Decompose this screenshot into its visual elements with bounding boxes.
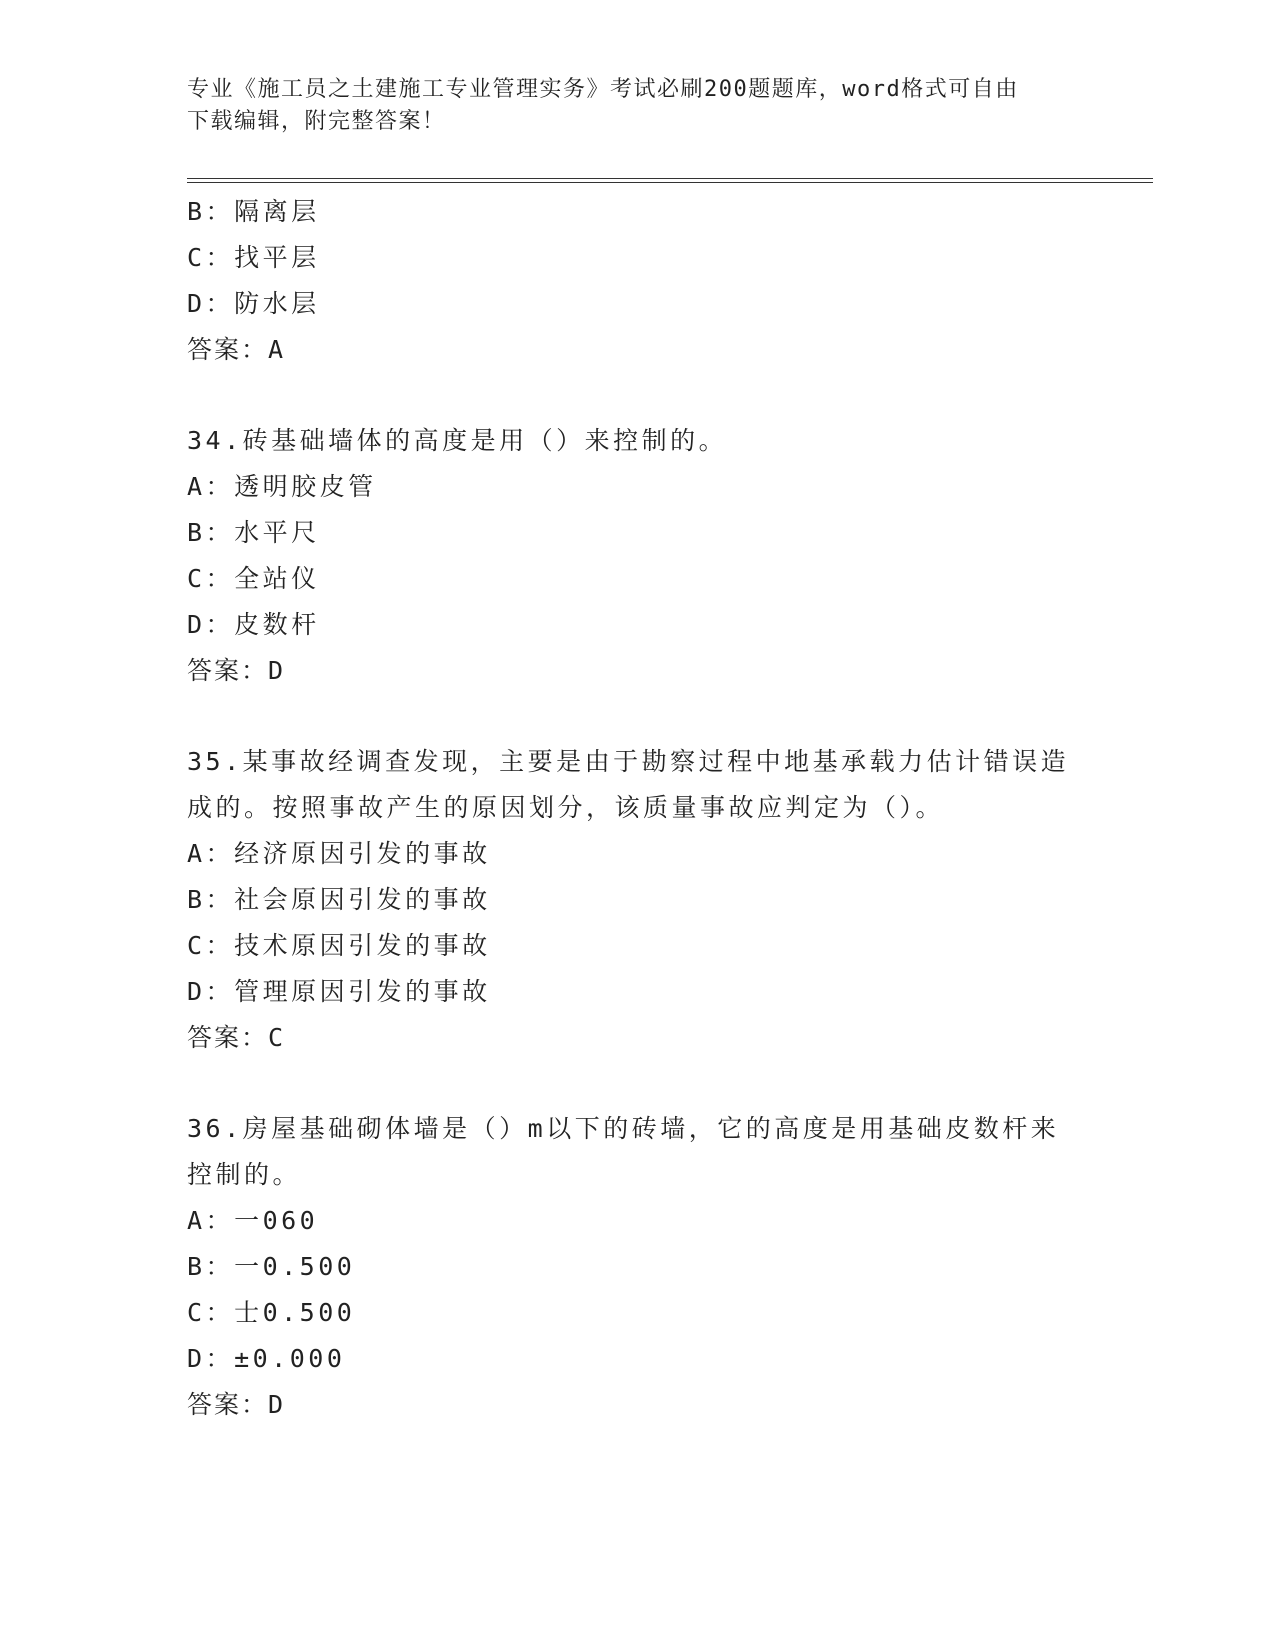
option-c: [187, 235, 1087, 281]
spacer: [187, 373, 1087, 418]
header-line-2: 下载编辑，附完整答案！: [187, 109, 446, 134]
option-d: [187, 281, 1087, 327]
option-label: D：: [187, 289, 235, 318]
answer: 答案：D: [187, 656, 286, 685]
option-text: 水平尺: [234, 518, 320, 547]
option-b: [187, 189, 1087, 235]
option-label: D：: [187, 977, 235, 1006]
option-text: 透明胶皮管: [234, 472, 377, 501]
header-divider-bottom: [187, 182, 1153, 183]
option-d: [187, 969, 1087, 1015]
question-text: 成的。按照事故产生的原因划分，该质量事故应判定为（）。: [187, 793, 945, 822]
option-label: B：: [187, 1252, 235, 1281]
option-text: ±0.000: [234, 1344, 346, 1373]
option-text: 社会原因引发的事故: [234, 885, 491, 914]
option-label: D：: [187, 610, 235, 639]
option-label: C：: [187, 243, 235, 272]
option-label: A：: [187, 1206, 235, 1235]
option-text: 防水层: [234, 289, 320, 318]
option-label: A：: [187, 472, 235, 501]
header-line-1: 专业《施工员之土建施工专业管理实务》考试必刷200题题库，word格式可自由: [187, 77, 1019, 102]
question-text: 34.砖基础墙体的高度是用（）来控制的。: [187, 426, 728, 455]
answer: 答案：D: [187, 1390, 286, 1419]
option-c: [187, 1290, 1087, 1336]
question-text: 35.某事故经调查发现，主要是由于勘察过程中地基承载力估计错误造: [187, 747, 1070, 776]
option-text: 一0.500: [234, 1252, 356, 1281]
option-b: [187, 1244, 1087, 1290]
option-label: C：: [187, 564, 235, 593]
option-text: 一060: [234, 1206, 319, 1235]
option-text: 找平层: [234, 243, 320, 272]
option-b: [187, 877, 1087, 923]
option-text: 皮数杆: [234, 610, 320, 639]
option-label: B：: [187, 885, 235, 914]
option-c: [187, 556, 1087, 602]
question-34: [187, 418, 1087, 694]
option-a: [187, 831, 1087, 877]
option-label: C：: [187, 931, 235, 960]
option-a: [187, 1198, 1087, 1244]
spacer: [187, 694, 1087, 739]
option-c: [187, 923, 1087, 969]
option-label: A：: [187, 839, 235, 868]
option-d: [187, 602, 1087, 648]
option-a: [187, 464, 1087, 510]
option-text: 技术原因引发的事故: [234, 931, 491, 960]
spacer: [187, 1061, 1087, 1106]
option-d: [187, 1336, 1087, 1382]
option-text: 隔离层: [234, 197, 320, 226]
option-text: 全站仪: [234, 564, 320, 593]
option-text: 管理原因引发的事故: [234, 977, 491, 1006]
document-header: [187, 74, 1087, 138]
option-label: D：: [187, 1344, 235, 1373]
answer: 答案：A: [187, 335, 286, 364]
header-divider-top: [187, 178, 1153, 179]
option-b: [187, 510, 1087, 556]
question-list: [187, 189, 1087, 1428]
question-text: 36.房屋基础砌体墙是（）m以下的砖墙，它的高度是用基础皮数杆来: [187, 1114, 1060, 1143]
option-text: 经济原因引发的事故: [234, 839, 491, 868]
carryover-question: [187, 189, 1087, 373]
option-label: C：: [187, 1298, 235, 1327]
option-text: 士0.500: [234, 1298, 356, 1327]
answer: 答案：C: [187, 1023, 286, 1052]
option-label: B：: [187, 197, 235, 226]
question-36: [187, 1106, 1087, 1428]
question-35: [187, 739, 1087, 1061]
option-label: B：: [187, 518, 235, 547]
question-text: 控制的。: [187, 1160, 302, 1189]
